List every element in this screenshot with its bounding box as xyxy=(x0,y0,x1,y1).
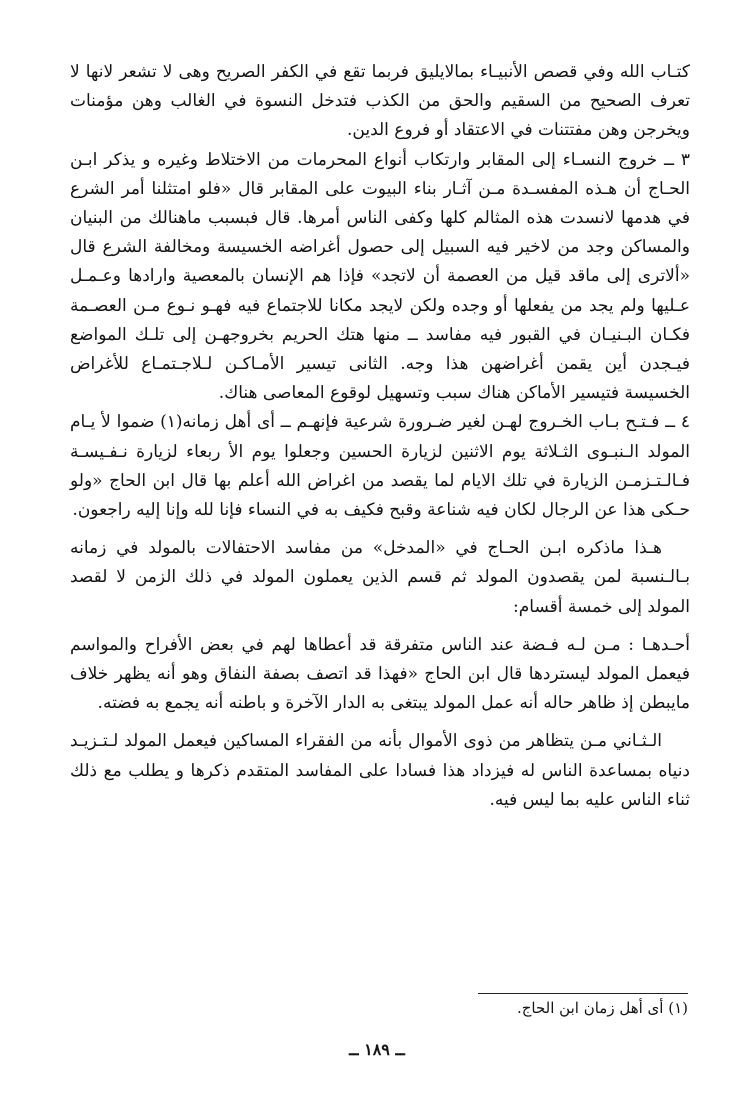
footnote: (١) أى أهل زمان ابن الحاج. xyxy=(516,999,688,1017)
page-number: ــ ١٨٩ ــ xyxy=(349,1040,405,1059)
footnote-divider xyxy=(478,993,688,994)
main-text xyxy=(70,58,690,815)
paragraph-item-3: ٣ ــ خروج النسـاء إلى المقابر وارتكاب أنواع المحرمات من الاختلاط وغيره و يذكر ابـن الحـاج أن هـذه المفسـدة مـن آثـار بناء البيوت على المقابر قال «فلو امتثلنا أمر الشرع في هدمها لانسدت هذه المثالم كلها وكفى الناس أمرها. قال فبسبب ماهنالك من البنيان والمساكن وجد من لاخير فيه السبيل إلى حصول أغراضه الخسيسة ومخالفة الشرع قال «ألاترى إلى ماقد قيل من العصمة أن لاتجد» فإذا هم الإنسان بالمعصية وارادها وعـمـل عـليها ولم يجد من يفعلها أو وجده ولكن لايجد مكانا للاجتماع فيه فهـو نـوع مـن العصـمة فكـان البـنيـان في القبور فيه مفاسد ــ منها هتك الحريم بخروجهـن إلى تلـك المواضع فيـجدن أين يقمن أغراضهن هذا وجه. الثانى تيسير الأمـاكـن لـلاجـتمـاع للأغراض الخسيسة فتيسير الأماكن هناك سبب وتسهيل لوقوع المعاصى هناك. xyxy=(70,149,690,404)
paragraph-first-type: أحـدهـا : مـن لـه فـضة عند الناس متفرقة قد أعطاها لهم في بعض الأفراح والمواسم فيعمل المولد ليستردها قال ابن الحاج «فهذا قد اتصف بصفة النفاق وهو أنه يظهر خلاف مايبطن إذ ظاهر حاله أنه عمل المولد يبتغى به الدار الآخرة و باطنه أنه يجمع به فضته. xyxy=(70,634,690,714)
paragraph-item-4: ٤ ــ فـتـح بـاب الخـروج لهـن لغير ضـرورة شرعية فإنهـم ــ أى أهل زمانه(١) ضموا لأ يـام المولد الـنبـوى الثـلاثة يوم الاثنين لزيارة الحسين وجعلوا يوم الأ ربعاء لزيارة نـفـيسـة فـالـتـزمـن الزيارة في تلك الايام لما يقصد من اغراض الله أعلم بها قال ابن الحاج «ولو حـكى هذا عن الرجال لكان فيه شناعة وقبح فكيف به في النساء فإنا لله وإنا إليه راجعون. xyxy=(70,412,690,521)
paragraph-continuation: كتـاب الله وفي قصص الأنبيـاء بمالايليق فربما تقع في الكفر الصريح وهى لا تشعر لانها لا تعرف الصحيح من السقيم والحق من الكذب فتدخل النسوة في الغالب وهن مؤمنات ويخرجن وهن مفتتنات في الاعتقاد أو فروع الدين. xyxy=(70,62,690,141)
paragraph-second-type: الـثـاني مـن يتظاهر من ذوى الأموال بأنه من الفقراء المساكين فيعمل المولد لـتـزيـد دنياه بمساعدة الناس له فيزداد هذا فسادا على المفاسد المتقدم ذكرها و يطلب مع ذلك ثناء الناس عليه بما ليس فيه. xyxy=(70,731,690,810)
paragraph-summary: هـذا ماذكره ابـن الحـاج في «المدخل» من مفاسد الاحتفالات بالمولد في زمانه بـالـنسبة لمن يقصدون المولد ثم قسم الذين يعملون المولد في ذلك الزمن لا لقصد المولد إلى خمسة أقسام: xyxy=(70,538,690,617)
